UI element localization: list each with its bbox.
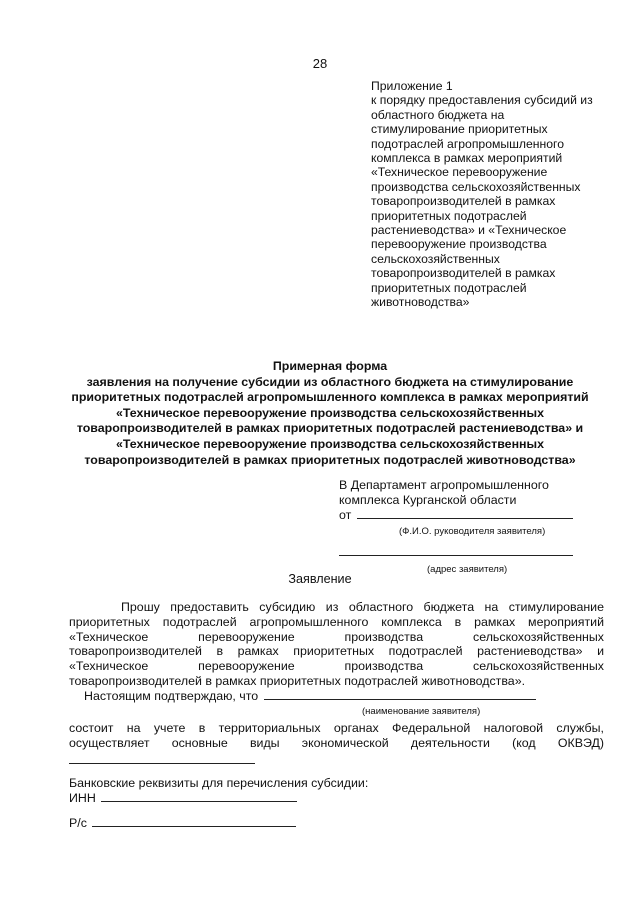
appendix-line: комплекса в рамках мероприятий bbox=[371, 151, 563, 166]
inn-field[interactable] bbox=[101, 801, 297, 802]
appendix-line: стимулирование приоритетных bbox=[371, 122, 548, 137]
fio-caption: (Ф.И.О. руководителя заявителя) bbox=[399, 526, 546, 537]
form-title-line: приоритетных подотраслей агропромышленного комплекса в рамках мероприятий bbox=[71, 390, 589, 405]
appendix-line: товаропроизводителей в рамках bbox=[371, 266, 556, 281]
appendix-line: приоритетных подотраслей bbox=[371, 280, 527, 295]
applicant-name-field[interactable] bbox=[264, 699, 536, 700]
form-title-line: заявления на получение субсидии из областного бюджета на стимулирование bbox=[86, 374, 574, 389]
appendix-line: сельскохозяйственных bbox=[371, 251, 500, 266]
rs-label: Р/с bbox=[69, 816, 87, 830]
appendix-line: растениеводства» и «Техническое bbox=[371, 223, 567, 238]
body-line: «Техническое перевооружение производства сельскохозяйственных bbox=[69, 629, 604, 644]
appendix-block bbox=[371, 79, 621, 310]
body-line: «Техническое перевооружение производства сельскохозяйственных bbox=[69, 659, 604, 674]
body-line: Прошу предоставить субсидию из областного бюджета на стимулирование bbox=[121, 600, 604, 614]
appendix-line: областного бюджета на bbox=[371, 107, 505, 122]
appendix-line: Приложение 1 bbox=[371, 79, 453, 93]
body-line: состоит на учете в территориальных органах Федеральной налоговой службы, bbox=[69, 721, 604, 736]
body-line: товаропроизводителей в рамках приоритетных подотраслей животноводства». bbox=[69, 673, 526, 688]
appendix-line: к порядку предоставления субсидий из bbox=[371, 93, 593, 108]
appendix-line: производства сельскохозяйственных bbox=[371, 179, 581, 194]
appendix-line: животноводства» bbox=[371, 295, 470, 310]
body-line: осуществляет основные виды экономической деятельности (код ОКВЭД) bbox=[69, 736, 604, 751]
bank-details bbox=[69, 776, 368, 831]
confirm-label: Настоящим подтверждаю, что bbox=[84, 688, 259, 703]
form-title bbox=[40, 359, 620, 468]
page-number: 28 bbox=[312, 56, 328, 71]
from-label: от bbox=[339, 508, 352, 522]
appendix-line: подотраслей агропромышленного bbox=[371, 136, 564, 151]
inn-label: ИНН bbox=[69, 791, 96, 805]
form-title-line: Примерная форма bbox=[272, 359, 388, 373]
form-title-line: «Техническое перевооружение производства сельскохозяйственных bbox=[115, 405, 545, 420]
form-title-line: товаропроизводителей в рамках приоритетных подотраслей растениеводства» и bbox=[76, 421, 584, 436]
body-line: товаропроизводителей в рамках приоритетных подотраслей растениеводства» и bbox=[69, 644, 604, 659]
address-caption: (адрес заявителя) bbox=[427, 564, 508, 575]
statement-body bbox=[69, 600, 604, 768]
fio-field[interactable] bbox=[357, 518, 573, 519]
appendix-line: приоритетных подотраслей bbox=[371, 208, 527, 223]
body-line: приоритетных подотраслей агропромышленного комплекса в рамках мероприятий bbox=[69, 614, 604, 629]
form-title-line: товаропроизводителей в рамках приоритетных подотраслей животноводства» bbox=[84, 452, 576, 467]
appendix-line: «Техническое перевооружение bbox=[371, 165, 548, 180]
appendix-line: перевооружение производства bbox=[371, 237, 547, 252]
appendix-line: товаропроизводителей в рамках bbox=[371, 194, 556, 209]
addressee-block bbox=[339, 478, 589, 577]
applicant-caption: (наименование заявителя) bbox=[362, 705, 481, 717]
bank-heading: Банковские реквизиты для перечисления субсидии: bbox=[69, 776, 369, 790]
rs-field[interactable] bbox=[92, 826, 296, 827]
addressee-line: комплекса Курганской области bbox=[339, 493, 517, 507]
form-title-line: «Техническое перевооружение производства сельскохозяйственных bbox=[115, 436, 545, 451]
statement-heading: Заявление bbox=[288, 572, 352, 586]
okved-field[interactable] bbox=[69, 751, 255, 764]
addressee-line: В Департамент агропромышленного bbox=[339, 478, 549, 492]
address-field[interactable] bbox=[339, 555, 573, 556]
